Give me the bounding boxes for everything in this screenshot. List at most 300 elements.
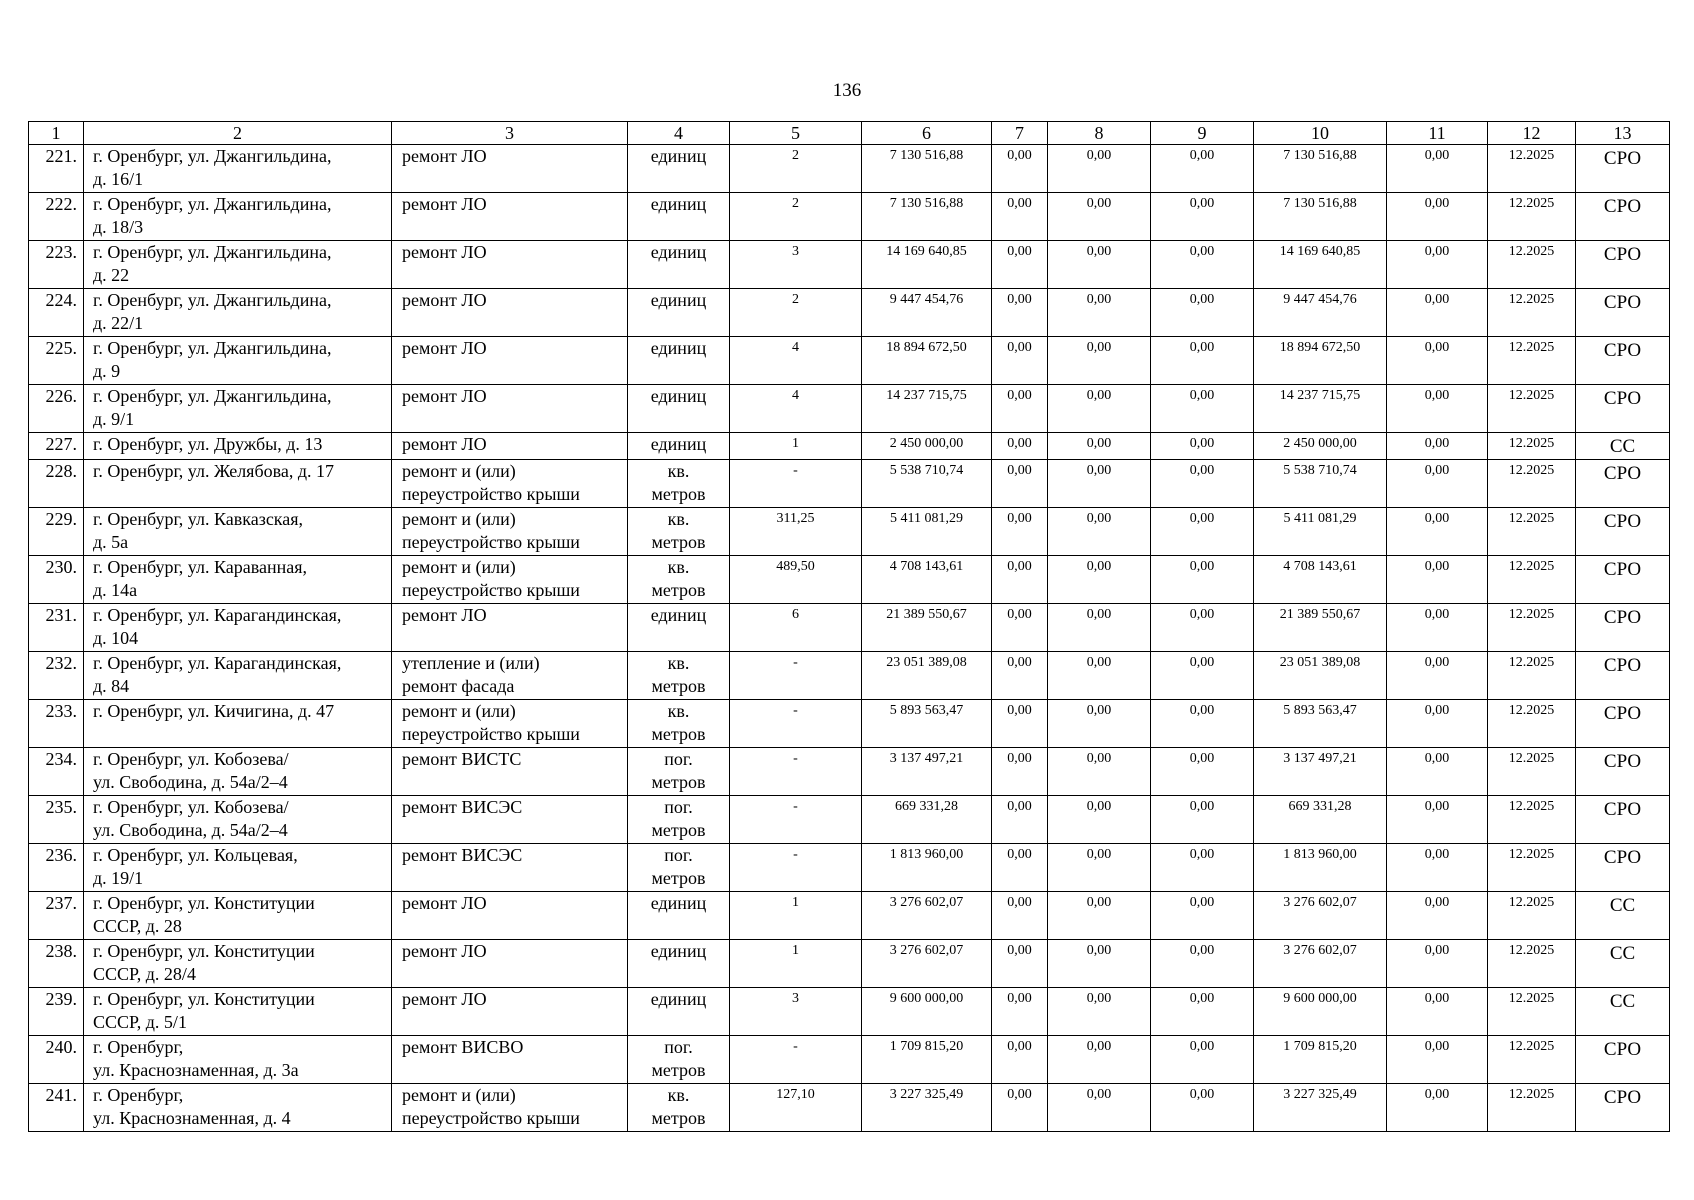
work-type-cell-line: ремонт и (или): [402, 1085, 516, 1105]
fund-cell: 0,00: [992, 193, 1048, 241]
address-cell-line: г. Оренбург, ул. Кобозева/: [93, 749, 289, 769]
work-type-cell-line: переустройство крыши: [402, 580, 580, 600]
column-header-10: 10: [1254, 122, 1387, 145]
table-row: [29, 145, 1670, 193]
unit-cell: [628, 289, 730, 337]
unit-cell: [628, 940, 730, 988]
address-cell-line: ул. Свободина, д. 54а/2–4: [93, 820, 288, 840]
unit-cell-line: метров: [651, 868, 706, 888]
total-cost-cell: 18 894 672,50: [862, 337, 992, 385]
other-funds-cell: 0,00: [1387, 556, 1488, 604]
work-type-cell-line: ремонт и (или): [402, 509, 516, 529]
unit-cell-line: кв.: [667, 1085, 690, 1105]
address-cell-line: г. Оренбург, ул. Конституции: [93, 989, 315, 1009]
budget-cell: 0,00: [1048, 988, 1151, 1036]
fund-cell: 0,00: [992, 145, 1048, 193]
address-cell-line: д. 104: [93, 628, 139, 648]
column-header-8: 8: [1048, 122, 1151, 145]
other-funds-cell: 0,00: [1387, 337, 1488, 385]
other-funds-cell: 0,00: [1387, 1084, 1488, 1132]
unit-cell-line: метров: [651, 724, 706, 744]
address-cell: [84, 508, 392, 556]
column-header-12: 12: [1488, 122, 1576, 145]
other-funds-cell: 0,00: [1387, 844, 1488, 892]
work-type-cell: [392, 241, 628, 289]
local-budget-cell: 0,00: [1151, 1036, 1254, 1084]
work-type-cell: [392, 652, 628, 700]
total-cost-cell: 3 227 325,49: [862, 1084, 992, 1132]
local-budget-cell: 0,00: [1151, 433, 1254, 460]
budget-cell: 0,00: [1048, 460, 1151, 508]
work-type-cell: [392, 433, 628, 460]
quantity-cell: 4: [730, 385, 862, 433]
fund-cell: 0,00: [992, 1084, 1048, 1132]
other-funds-cell: 0,00: [1387, 385, 1488, 433]
row-number: 233.: [29, 700, 84, 748]
completion-date-cell: 12.2025: [1488, 844, 1576, 892]
quantity-cell: 4: [730, 337, 862, 385]
table-row: [29, 241, 1670, 289]
quantity-cell: 2: [730, 145, 862, 193]
address-cell: [84, 385, 392, 433]
unit-cell: [628, 556, 730, 604]
row-number: 228.: [29, 460, 84, 508]
column-header-4: 4: [628, 122, 730, 145]
budget-cell: 0,00: [1048, 844, 1151, 892]
work-type-cell: [392, 337, 628, 385]
unit-cell: [628, 145, 730, 193]
header-row: [29, 122, 1670, 145]
address-cell: [84, 604, 392, 652]
fund-cell: 0,00: [992, 241, 1048, 289]
unit-cell: [628, 433, 730, 460]
address-cell-line: ул. Свободина, д. 54а/2–4: [93, 772, 288, 792]
work-type-cell-line: ремонт и (или): [402, 701, 516, 721]
local-budget-cell: 0,00: [1151, 289, 1254, 337]
row-number: 222.: [29, 193, 84, 241]
quantity-cell: 1: [730, 892, 862, 940]
unit-cell-line: пог.: [664, 1037, 693, 1057]
budget-cell: 0,00: [1048, 145, 1151, 193]
row-number: 237.: [29, 892, 84, 940]
table-row: [29, 652, 1670, 700]
fund-cell: 0,00: [992, 988, 1048, 1036]
total-cost-cell: 3 276 602,07: [862, 940, 992, 988]
address-cell-line: д. 9/1: [93, 409, 135, 429]
total-cost-cell: 1 709 815,20: [862, 1036, 992, 1084]
unit-cell-line: кв.: [667, 461, 690, 481]
work-type-cell-line: ремонт ЛО: [402, 893, 487, 913]
row-number: 239.: [29, 988, 84, 1036]
budget-cell: 0,00: [1048, 940, 1151, 988]
unit-cell: [628, 337, 730, 385]
address-cell: [84, 145, 392, 193]
total-cost-cell: 14 237 715,75: [862, 385, 992, 433]
unit-cell-line: метров: [651, 676, 706, 696]
total-cost-cell: 7 130 516,88: [862, 145, 992, 193]
row-number: 225.: [29, 337, 84, 385]
address-cell-line: г. Оренбург, ул. Кольцевая,: [93, 845, 298, 865]
table-row: [29, 1036, 1670, 1084]
other-funds-cell: 0,00: [1387, 460, 1488, 508]
unit-cell-line: единиц: [650, 242, 707, 262]
completion-date-cell: 12.2025: [1488, 145, 1576, 193]
source-cell: СРО: [1576, 337, 1670, 385]
unit-cell: [628, 700, 730, 748]
budget-cell: 0,00: [1048, 556, 1151, 604]
row-number: 221.: [29, 145, 84, 193]
unit-cell: [628, 241, 730, 289]
total-cost-cell: 9 447 454,76: [862, 289, 992, 337]
unit-cell-line: кв.: [667, 701, 690, 721]
unit-cell-line: метров: [651, 1060, 706, 1080]
source-cell: СРО: [1576, 1036, 1670, 1084]
owner-funds-cell: 14 237 715,75: [1254, 385, 1387, 433]
completion-date-cell: 12.2025: [1488, 940, 1576, 988]
local-budget-cell: 0,00: [1151, 145, 1254, 193]
address-cell-line: г. Оренбург, ул. Джангильдина,: [93, 338, 332, 358]
quantity-cell: -: [730, 460, 862, 508]
total-cost-cell: 2 450 000,00: [862, 433, 992, 460]
row-number: 241.: [29, 1084, 84, 1132]
owner-funds-cell: 5 538 710,74: [1254, 460, 1387, 508]
unit-cell-line: метров: [651, 820, 706, 840]
work-type-cell-line: ремонт ЛО: [402, 146, 487, 166]
completion-date-cell: 12.2025: [1488, 508, 1576, 556]
work-type-cell: [392, 844, 628, 892]
local-budget-cell: 0,00: [1151, 385, 1254, 433]
work-type-cell-line: ремонт и (или): [402, 461, 516, 481]
work-type-cell-line: переустройство крыши: [402, 532, 580, 552]
completion-date-cell: 12.2025: [1488, 433, 1576, 460]
fund-cell: 0,00: [992, 796, 1048, 844]
row-number: 231.: [29, 604, 84, 652]
source-cell: СРО: [1576, 556, 1670, 604]
work-type-cell-line: ремонт ЛО: [402, 605, 487, 625]
source-cell: СС: [1576, 433, 1670, 460]
other-funds-cell: 0,00: [1387, 145, 1488, 193]
total-cost-cell: 23 051 389,08: [862, 652, 992, 700]
unit-cell: [628, 844, 730, 892]
table-row: [29, 337, 1670, 385]
total-cost-cell: 4 708 143,61: [862, 556, 992, 604]
address-cell-line: г. Оренбург, ул. Джангильдина,: [93, 386, 332, 406]
unit-cell: [628, 385, 730, 433]
other-funds-cell: 0,00: [1387, 604, 1488, 652]
quantity-cell: 6: [730, 604, 862, 652]
budget-cell: 0,00: [1048, 1084, 1151, 1132]
owner-funds-cell: 18 894 672,50: [1254, 337, 1387, 385]
unit-cell: [628, 604, 730, 652]
address-cell-line: г. Оренбург, ул. Караванная,: [93, 557, 308, 577]
budget-cell: 0,00: [1048, 241, 1151, 289]
table-row: [29, 460, 1670, 508]
column-header-11: 11: [1387, 122, 1488, 145]
address-cell: [84, 940, 392, 988]
quantity-cell: -: [730, 844, 862, 892]
column-header-9: 9: [1151, 122, 1254, 145]
unit-cell-line: единиц: [650, 194, 707, 214]
owner-funds-cell: 5 893 563,47: [1254, 700, 1387, 748]
column-header-7: 7: [992, 122, 1048, 145]
completion-date-cell: 12.2025: [1488, 796, 1576, 844]
address-cell-line: д. 16/1: [93, 169, 144, 189]
fund-cell: 0,00: [992, 748, 1048, 796]
address-cell-line: ул. Краснознаменная, д. 3а: [93, 1060, 299, 1080]
work-type-cell-line: ремонт ЛО: [402, 194, 487, 214]
row-number: 224.: [29, 289, 84, 337]
source-cell: СРО: [1576, 289, 1670, 337]
address-cell-line: г. Оренбург, ул. Кичигина, д. 47: [93, 701, 335, 721]
address-cell: [84, 796, 392, 844]
owner-funds-cell: 669 331,28: [1254, 796, 1387, 844]
budget-cell: 0,00: [1048, 433, 1151, 460]
budget-cell: 0,00: [1048, 193, 1151, 241]
table-row: [29, 892, 1670, 940]
address-cell-line: г. Оренбург,: [93, 1037, 184, 1057]
table-row: [29, 700, 1670, 748]
address-cell-line: г. Оренбург, ул. Конституции: [93, 941, 315, 961]
address-cell-line: г. Оренбург, ул. Конституции: [93, 893, 315, 913]
completion-date-cell: 12.2025: [1488, 193, 1576, 241]
completion-date-cell: 12.2025: [1488, 700, 1576, 748]
unit-cell-line: единиц: [650, 893, 707, 913]
budget-cell: 0,00: [1048, 337, 1151, 385]
completion-date-cell: 12.2025: [1488, 892, 1576, 940]
address-cell: [84, 460, 392, 508]
local-budget-cell: 0,00: [1151, 1084, 1254, 1132]
fund-cell: 0,00: [992, 892, 1048, 940]
unit-cell: [628, 892, 730, 940]
table-row: [29, 796, 1670, 844]
total-cost-cell: 14 169 640,85: [862, 241, 992, 289]
address-cell-line: ул. Краснознаменная, д. 4: [93, 1108, 291, 1128]
table-row: [29, 193, 1670, 241]
address-cell-line: д. 22: [93, 265, 130, 285]
work-type-cell: [392, 460, 628, 508]
work-type-cell: [392, 988, 628, 1036]
fund-cell: 0,00: [992, 604, 1048, 652]
row-number: 230.: [29, 556, 84, 604]
total-cost-cell: 5 893 563,47: [862, 700, 992, 748]
unit-cell-line: пог.: [664, 797, 693, 817]
fund-cell: 0,00: [992, 652, 1048, 700]
address-cell-line: г. Оренбург, ул. Джангильдина,: [93, 146, 332, 166]
owner-funds-cell: 7 130 516,88: [1254, 145, 1387, 193]
total-cost-cell: 5 538 710,74: [862, 460, 992, 508]
work-type-cell: [392, 604, 628, 652]
local-budget-cell: 0,00: [1151, 460, 1254, 508]
row-number: 234.: [29, 748, 84, 796]
work-type-cell-line: ремонт ВИСЭС: [402, 797, 523, 817]
source-cell: СРО: [1576, 145, 1670, 193]
address-cell-line: г. Оренбург, ул. Кавказская,: [93, 509, 304, 529]
source-cell: СРО: [1576, 241, 1670, 289]
table-row: [29, 988, 1670, 1036]
local-budget-cell: 0,00: [1151, 796, 1254, 844]
budget-cell: 0,00: [1048, 604, 1151, 652]
other-funds-cell: 0,00: [1387, 193, 1488, 241]
work-type-cell-line: переустройство крыши: [402, 1108, 580, 1128]
quantity-cell: 3: [730, 988, 862, 1036]
source-cell: СРО: [1576, 385, 1670, 433]
table-row: [29, 1084, 1670, 1132]
address-cell-line: СССР, д. 5/1: [93, 1012, 187, 1032]
address-cell: [84, 892, 392, 940]
work-type-cell: [392, 508, 628, 556]
owner-funds-cell: 21 389 550,67: [1254, 604, 1387, 652]
local-budget-cell: 0,00: [1151, 193, 1254, 241]
unit-cell-line: метров: [651, 532, 706, 552]
quantity-cell: 489,50: [730, 556, 862, 604]
budget-cell: 0,00: [1048, 289, 1151, 337]
owner-funds-cell: 5 411 081,29: [1254, 508, 1387, 556]
work-type-cell-line: переустройство крыши: [402, 484, 580, 504]
work-type-cell: [392, 1036, 628, 1084]
address-cell-line: д. 14а: [93, 580, 138, 600]
unit-cell-line: единиц: [650, 605, 707, 625]
other-funds-cell: 0,00: [1387, 892, 1488, 940]
table-row: [29, 748, 1670, 796]
address-cell-line: д. 5а: [93, 532, 129, 552]
budget-cell: 0,00: [1048, 385, 1151, 433]
address-cell-line: СССР, д. 28/4: [93, 964, 196, 984]
local-budget-cell: 0,00: [1151, 508, 1254, 556]
column-header-3: 3: [392, 122, 628, 145]
address-cell-line: г. Оренбург, ул. Желябова, д. 17: [93, 461, 335, 481]
other-funds-cell: 0,00: [1387, 433, 1488, 460]
column-header-2: 2: [84, 122, 392, 145]
local-budget-cell: 0,00: [1151, 604, 1254, 652]
row-number: 226.: [29, 385, 84, 433]
unit-cell: [628, 460, 730, 508]
work-type-cell-line: ремонт ЛО: [402, 242, 487, 262]
source-cell: СРО: [1576, 508, 1670, 556]
local-budget-cell: 0,00: [1151, 892, 1254, 940]
unit-cell-line: метров: [651, 1108, 706, 1128]
address-cell: [84, 844, 392, 892]
local-budget-cell: 0,00: [1151, 700, 1254, 748]
work-type-cell-line: ремонт и (или): [402, 557, 516, 577]
other-funds-cell: 0,00: [1387, 700, 1488, 748]
address-cell: [84, 433, 392, 460]
work-type-cell: [392, 385, 628, 433]
table-row: [29, 844, 1670, 892]
row-number: 227.: [29, 433, 84, 460]
work-type-cell: [392, 289, 628, 337]
address-cell-line: д. 84: [93, 676, 130, 696]
owner-funds-cell: 2 450 000,00: [1254, 433, 1387, 460]
fund-cell: 0,00: [992, 844, 1048, 892]
completion-date-cell: 12.2025: [1488, 988, 1576, 1036]
source-cell: СС: [1576, 988, 1670, 1036]
quantity-cell: -: [730, 748, 862, 796]
address-cell: [84, 289, 392, 337]
unit-cell-line: пог.: [664, 845, 693, 865]
unit-cell-line: метров: [651, 484, 706, 504]
fund-cell: 0,00: [992, 508, 1048, 556]
unit-cell: [628, 508, 730, 556]
unit-cell-line: кв.: [667, 557, 690, 577]
source-cell: СРО: [1576, 652, 1670, 700]
owner-funds-cell: 9 600 000,00: [1254, 988, 1387, 1036]
address-cell: [84, 652, 392, 700]
column-header-1: 1: [29, 122, 84, 145]
fund-cell: 0,00: [992, 433, 1048, 460]
owner-funds-cell: 3 137 497,21: [1254, 748, 1387, 796]
row-number: 236.: [29, 844, 84, 892]
fund-cell: 0,00: [992, 385, 1048, 433]
fund-cell: 0,00: [992, 700, 1048, 748]
work-type-cell: [392, 145, 628, 193]
source-cell: СРО: [1576, 796, 1670, 844]
work-type-cell: [392, 1084, 628, 1132]
row-number: 223.: [29, 241, 84, 289]
total-cost-cell: 7 130 516,88: [862, 193, 992, 241]
total-cost-cell: 669 331,28: [862, 796, 992, 844]
quantity-cell: -: [730, 796, 862, 844]
unit-cell-line: пог.: [664, 749, 693, 769]
table-row: [29, 556, 1670, 604]
row-number: 240.: [29, 1036, 84, 1084]
work-type-cell-line: ремонт ЛО: [402, 290, 487, 310]
total-cost-cell: 3 137 497,21: [862, 748, 992, 796]
unit-cell-line: метров: [651, 772, 706, 792]
budget-cell: 0,00: [1048, 748, 1151, 796]
table-row: [29, 385, 1670, 433]
work-type-cell: [392, 796, 628, 844]
address-cell-line: СССР, д. 28: [93, 916, 182, 936]
owner-funds-cell: 4 708 143,61: [1254, 556, 1387, 604]
address-cell: [84, 1084, 392, 1132]
budget-cell: 0,00: [1048, 1036, 1151, 1084]
work-type-cell-line: ремонт ЛО: [402, 338, 487, 358]
source-cell: СРО: [1576, 193, 1670, 241]
completion-date-cell: 12.2025: [1488, 460, 1576, 508]
completion-date-cell: 12.2025: [1488, 385, 1576, 433]
other-funds-cell: 0,00: [1387, 289, 1488, 337]
quantity-cell: -: [730, 700, 862, 748]
address-cell: [84, 337, 392, 385]
row-number: 232.: [29, 652, 84, 700]
address-cell-line: г. Оренбург, ул. Карагандинская,: [93, 653, 342, 673]
other-funds-cell: 0,00: [1387, 796, 1488, 844]
table-row: [29, 289, 1670, 337]
owner-funds-cell: 23 051 389,08: [1254, 652, 1387, 700]
row-number: 229.: [29, 508, 84, 556]
work-type-cell: [392, 700, 628, 748]
unit-cell: [628, 796, 730, 844]
work-type-cell-line: ремонт ВИСЭС: [402, 845, 523, 865]
completion-date-cell: 12.2025: [1488, 241, 1576, 289]
address-cell: [84, 988, 392, 1036]
source-cell: СС: [1576, 940, 1670, 988]
local-budget-cell: 0,00: [1151, 748, 1254, 796]
work-type-cell-line: ремонт ЛО: [402, 941, 487, 961]
address-cell-line: г. Оренбург, ул. Джангильдина,: [93, 242, 332, 262]
address-cell: [84, 241, 392, 289]
address-cell-line: г. Оренбург, ул. Карагандинская,: [93, 605, 342, 625]
quantity-cell: -: [730, 652, 862, 700]
address-cell-line: д. 9: [93, 361, 121, 381]
owner-funds-cell: 14 169 640,85: [1254, 241, 1387, 289]
unit-cell-line: кв.: [667, 653, 690, 673]
quantity-cell: 2: [730, 193, 862, 241]
owner-funds-cell: 1 813 960,00: [1254, 844, 1387, 892]
address-cell-line: д. 18/3: [93, 217, 144, 237]
other-funds-cell: 0,00: [1387, 988, 1488, 1036]
quantity-cell: 127,10: [730, 1084, 862, 1132]
